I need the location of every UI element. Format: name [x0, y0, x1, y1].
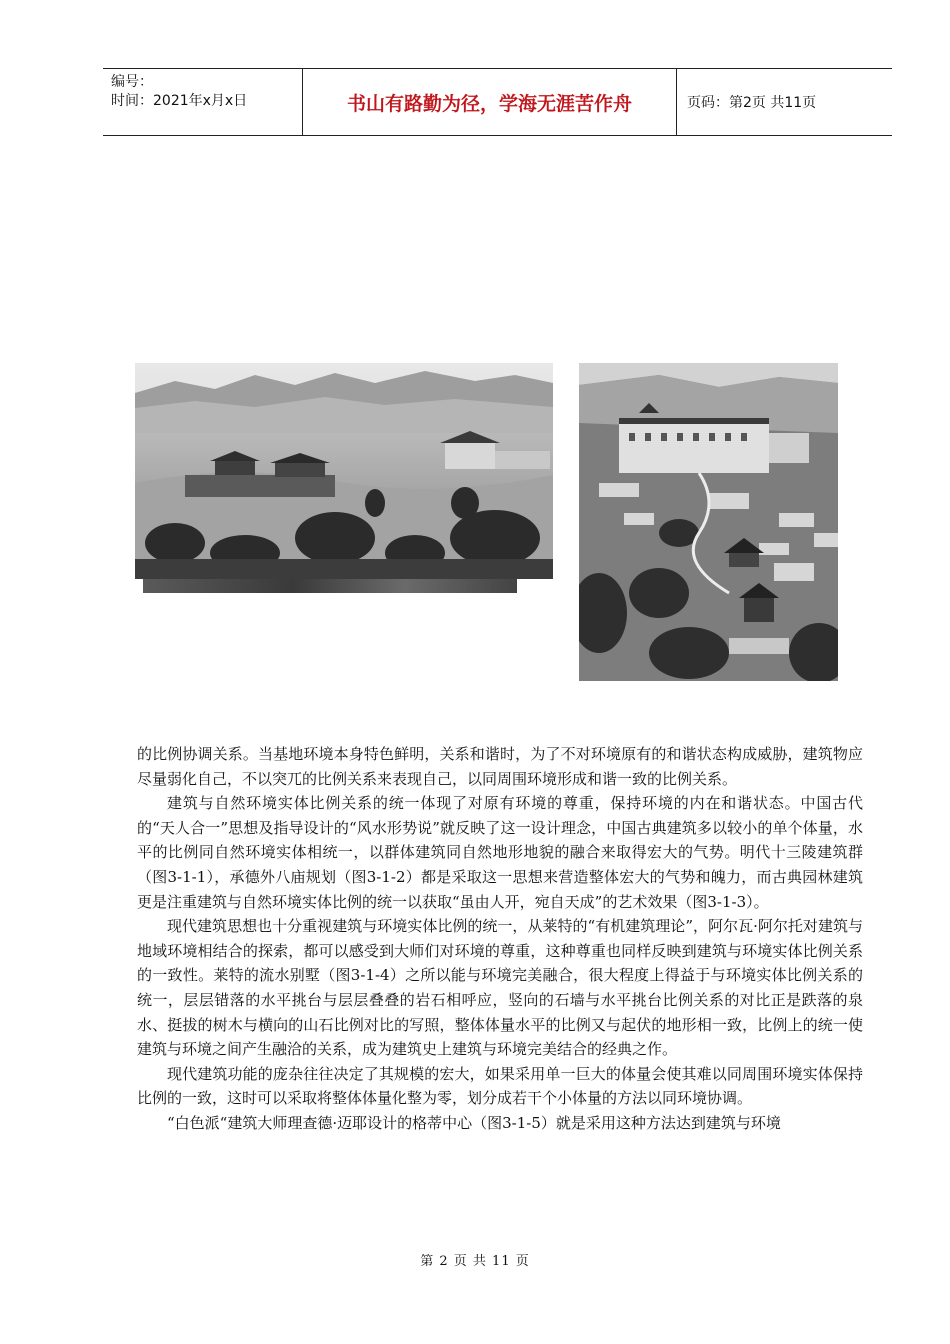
number-label: 编号：	[111, 74, 153, 90]
header-motto: 书山有路勤为径，学海无涯苦作舟	[303, 69, 677, 135]
photo-chengde-temple	[579, 363, 838, 681]
document-header	[103, 68, 892, 136]
paragraph: 建筑与自然环境实体比例关系的统一体现了对原有环境的尊重，保持环境的内在和谐状态。中国古代的“天人合一”思想及指导设计的“风水形势说”就反映了这一设计理念，中国古典建筑多以较小的单个体量，水平的比例同自然环境实体相统一，以群体建筑同自然地形地貌的融合来取得宏大的气势。明代十三陵建筑群（图3-1-1），承德外八庙规划（图3-1-2）都是采取这一思想来营造整体宏大的气势和魄力，而古典园林建筑更是注重建筑与自然环境实体比例的统一以获取“虽由人开，宛自天成”的艺术效果（图3-1-3）。	[137, 794, 863, 911]
body-text	[137, 742, 863, 1136]
photo-ming-tombs	[135, 363, 553, 579]
header-page-code: 页码：第2页 共11页	[687, 95, 817, 111]
page-footer: 第 2 页 共 11 页	[420, 1254, 530, 1269]
paragraph: 现代建筑思想也十分重视建筑与环境实体比例的统一，从莱特的“有机建筑理论”，阿尔瓦·阿尔托对建筑与地域环境相结合的探索，都可以感受到大师们对环境的尊重，这种尊重也同样反映到建筑与环境实体比例关系的一致性。莱特的流水别墅（图3-1-4）之所以能与环境完美融合，很大程度上得益于与环境实体比例关系的统一，层层错落的水平挑台与层层叠叠的岩石相呼应，竖向的石墙与水平挑台比例关系的对比正是跌落的泉水、挺拔的树木与横向的山石比例对比的写照，整体体量水平的比例又与起伏的地形相一致，比例上的统一使建筑与环境之间产生融洽的关系，成为建筑史上建筑与环境完美结合的经典之作。	[137, 917, 863, 1059]
time-label: 时间：2021年x月x日	[111, 93, 248, 109]
paragraph: “白色派“建筑大师理查德·迈耶设计的格蒂中心（图3-1-5）就是采用这种方法达到建筑与环境	[167, 1113, 781, 1132]
paragraph: 的比例协调关系。当基地环境本身特色鲜明，关系和谐时，为了不对环境原有的和谐状态构成威胁，建筑物应尽量弱化自己，不以突兀的比例关系来表现自己，以同周围环境形成和谐一致的比例关系。	[137, 745, 863, 788]
paragraph: 现代建筑功能的庞杂往往决定了其规模的宏大，如果采用单一巨大的体量会使其难以同周围环境实体保持比例的一致，这时可以采取将整体体量化整为零，划分成若干个小体量的方法以同环境协调。	[137, 1064, 863, 1108]
photo-strip	[143, 579, 517, 593]
header-meta	[103, 69, 303, 135]
